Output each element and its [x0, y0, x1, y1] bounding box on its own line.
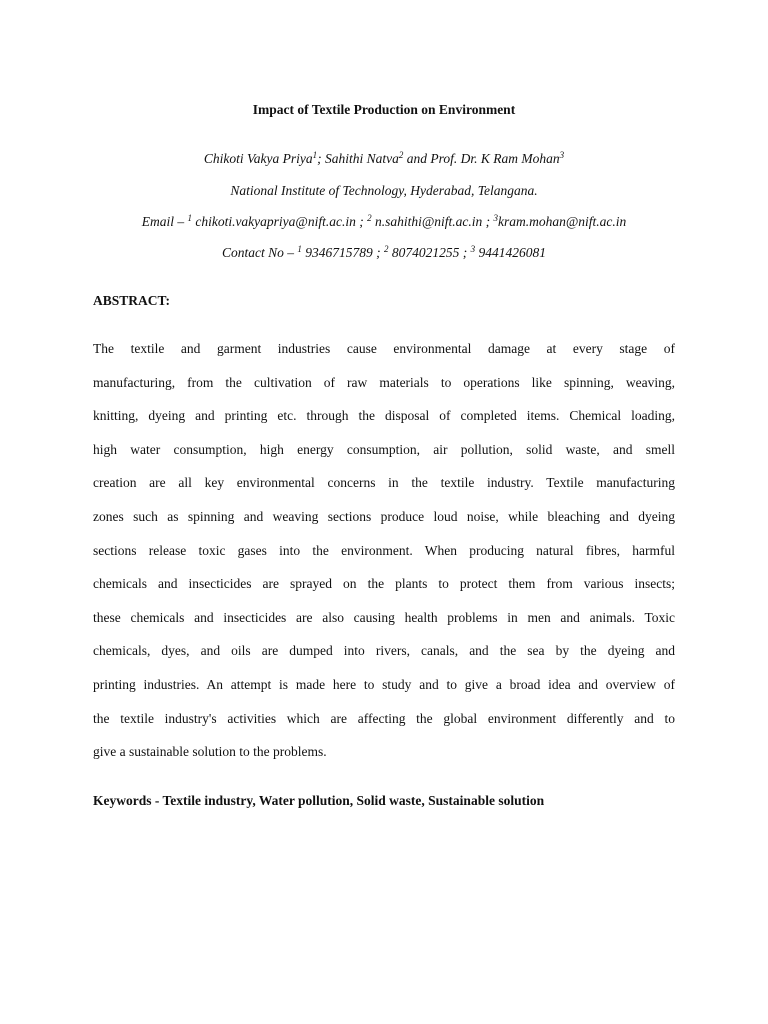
abstract-line: manufacturing, from the cultivation of raw materials to operations like spinning, weaving, — [93, 374, 675, 390]
abstract-heading: ABSTRACT: — [93, 293, 171, 308]
author-affiliation-3: 3 — [559, 150, 565, 160]
author-name-3: Prof. Dr. K Ram Mohan — [430, 151, 560, 166]
abstract-line: give a sustainable solution to the problems. — [93, 744, 327, 760]
contact-number-2: 8074021255 ; — [388, 245, 471, 260]
abstract-line: high water consumption, high energy consumption, air pollution, solid waste, and smell — [93, 441, 675, 457]
email-marker-2: 2 — [367, 213, 372, 223]
abstract-line: zones such as spinning and weaving sections produce loud noise, while bleaching and dyeing — [93, 508, 675, 524]
email-address-2: n.sahithi@nift.ac.in ; — [371, 214, 494, 229]
keywords-line: Keywords - Textile industry, Water pollution, Solid waste, Sustainable solution — [93, 793, 545, 808]
abstract-line: chemicals, dyes, and oils are dumped into rivers, canals, and the sea by the dyeing and — [93, 643, 675, 659]
institution-line: National Institute of Technology, Hyderabad, Telangana. — [230, 183, 538, 198]
author-name-2: Sahithi Natva — [324, 151, 399, 166]
email-marker-1: 1 — [187, 213, 192, 223]
abstract-line: sections release toxic gases into the environment. When producing natural fibres, harmful — [93, 542, 675, 558]
abstract-line: knitting, dyeing and printing etc. through the disposal of completed items. Chemical loading, — [93, 408, 675, 424]
contact-line — [0, 243, 768, 263]
email-address-1: chikoti.vakyapriya@nift.ac.in ; — [191, 214, 368, 229]
paper-title: Impact of Textile Production on Environment — [252, 102, 516, 117]
author-separator-2: and — [403, 151, 431, 166]
contact-marker-3: 3 — [470, 244, 476, 254]
author-name-1: Chikoti Vakya Priya — [203, 151, 313, 166]
email-prefix: Email – — [141, 214, 188, 229]
abstract-line: the textile industry's activities which are affecting the global environment differently and to — [93, 710, 675, 726]
contact-marker-1: 1 — [297, 244, 302, 254]
contact-marker-2: 2 — [384, 244, 389, 254]
author-line — [0, 149, 768, 169]
abstract-line: The textile and garment industries cause environmental damage at every stage of — [93, 341, 675, 356]
contact-prefix: Contact No – — [221, 245, 298, 260]
author-affiliation-2: 2 — [398, 150, 404, 160]
author-separator-1: ; — [317, 151, 325, 166]
abstract-line: creation are all key environmental concerns in the textile industry. Textile manufacturing — [93, 475, 675, 491]
abstract-line: chemicals and insecticides are sprayed on the plants to protect them from various insects; — [93, 576, 675, 592]
abstract-line: printing industries. An attempt is made here to study and to give a broad idea and overview of — [93, 676, 675, 692]
author-affiliation-1: 1 — [312, 150, 318, 160]
abstract-line: these chemicals and insecticides are also causing health problems in men and animals. Toxic — [93, 609, 675, 625]
abstract-body — [93, 339, 675, 776]
contact-number-3: 9441426081 — [475, 245, 546, 260]
email-address-3: kram.mohan@nift.ac.in — [498, 214, 627, 229]
email-marker-3: 3 — [493, 213, 498, 223]
email-line — [0, 212, 768, 232]
contact-number-1: 9346715789 ; — [301, 245, 384, 260]
